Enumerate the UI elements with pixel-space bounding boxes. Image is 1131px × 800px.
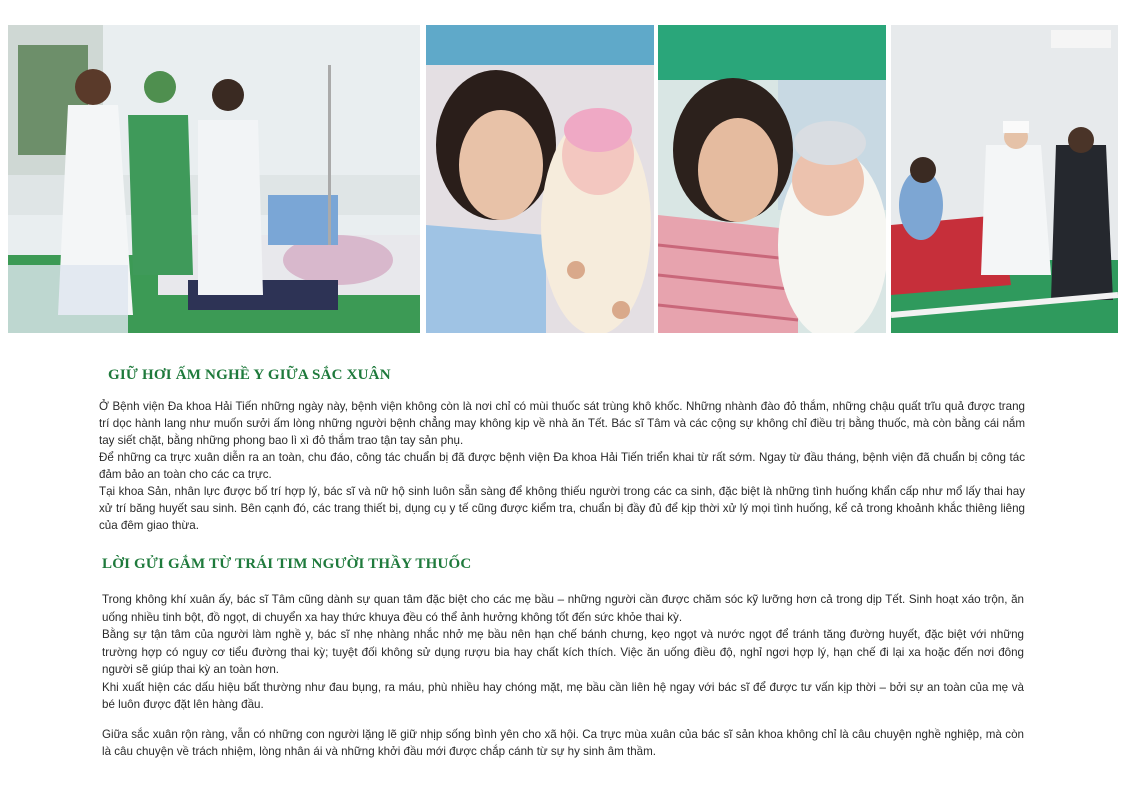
paragraph: Để những ca trực xuân diễn ra an toàn, chu đáo, công tác chuẩn bị đã được bệnh viện Đa khoa Hải Tiến triển khai từ rất sớm. Ngay từ đầu tháng, bệnh viện đã chuẩn bị công tác đảm bảo an toàn cho các ca trực.	[99, 451, 1025, 481]
paragraph: Trong không khí xuân ấy, bác sĩ Tâm cũng dành sự quan tâm đặc biệt cho các mẹ bầu – những người cần được chăm sóc kỹ lưỡng hơn cả trong dịp Tết. Sinh hoạt xáo trộn, ăn uống nhiều tinh bột, đồ ngọt, di chuyển xa hay thức khuya đều có thể ảnh hưởng không tốt đến sức khỏe thai kỳ.	[102, 593, 1024, 624]
section-heading-2: LỜI GỬI GẮM TỪ TRÁI TIM NGƯỜI THẦY THUỐC	[102, 556, 472, 572]
mother-newborn-photo-2	[658, 25, 886, 333]
mother-newborn-photo-1	[426, 25, 654, 333]
ward-round-photo	[8, 25, 420, 333]
section-body-1	[99, 398, 1025, 534]
paragraph: Giữa sắc xuân rộn ràng, vẫn có những con người lặng lẽ giữ nhịp sống bình yên cho xã hội. Ca trực mùa xuân của bác sĩ sản khoa không chỉ là câu chuyện nghề nghiệp, mà còn là câu chuyện về trách nhiệm, lòng nhân ái và những khởi đầu mới được chắp cánh từ sự hy sinh âm thầm.	[102, 727, 1024, 758]
photo-strip	[0, 25, 1131, 333]
paragraph: Bằng sự tận tâm của người làm nghề y, bác sĩ nhẹ nhàng nhắc nhở mẹ bầu nên hạn chế bánh chưng, kẹo ngọt và nước ngọt để tránh tăng đường huyết, đặc biệt với những trường hợp có nguy cơ tiểu đường thai kỳ; tuyệt đối không sử dụng rượu bia hay chất kích thích. Việc ăn uống điều độ, nghỉ ngơi hợp lý, hạn chế đi lại xa hoặc đến nơi đông người sẽ giúp thai kỳ an toàn hơn.	[102, 628, 1024, 676]
paragraph: Ở Bệnh viện Đa khoa Hải Tiến những ngày này, bệnh viện không còn là nơi chỉ có mùi thuốc sát trùng khô khốc. Những nhành đào đỏ thắm, những chậu quất trĩu quả được trang trí dọc hành lang như muốn sưởi ấm lòng những người bệnh chẳng may không kịp về nhà ăn Tết. Bác sĩ Tâm và các cộng sự không chỉ điều trị bằng thuốc, mà còn bằng cái nắm tay siết chặt, bằng những phong bao lì xì đỏ thắm trao tận tay sản phụ.	[99, 400, 1025, 447]
section-body-2	[102, 591, 1024, 761]
tet-gift-photo	[891, 25, 1118, 333]
section-heading-1: GIỮ HƠI ẤM NGHỀ Y GIỮA SẮC XUÂN	[108, 367, 391, 383]
paragraph: Khi xuất hiện các dấu hiệu bất thường như đau bụng, ra máu, phù nhiều hay chóng mặt, mẹ bầu cần liên hệ ngay với bác sĩ để được tư vấn kịp thời – bởi sự an toàn của mẹ và bé luôn được đặt lên hàng đầu.	[102, 680, 1024, 711]
paragraph: Tại khoa Sản, nhân lực được bố trí hợp lý, bác sĩ và nữ hộ sinh luôn sẵn sàng để không thiếu người trong các ca sinh, đặc biệt là những tình huống khẩn cấp như mổ lấy thai hay xử trí băng huyết sau sinh. Bên cạnh đó, các trang thiết bị, dụng cụ y tế cũng được kiểm tra, chuẩn bị đầy đủ để kịp thời xử lý mọi tình huống, kể cả trong khoảnh khắc thiêng liêng của đêm giao thừa.	[99, 485, 1025, 532]
